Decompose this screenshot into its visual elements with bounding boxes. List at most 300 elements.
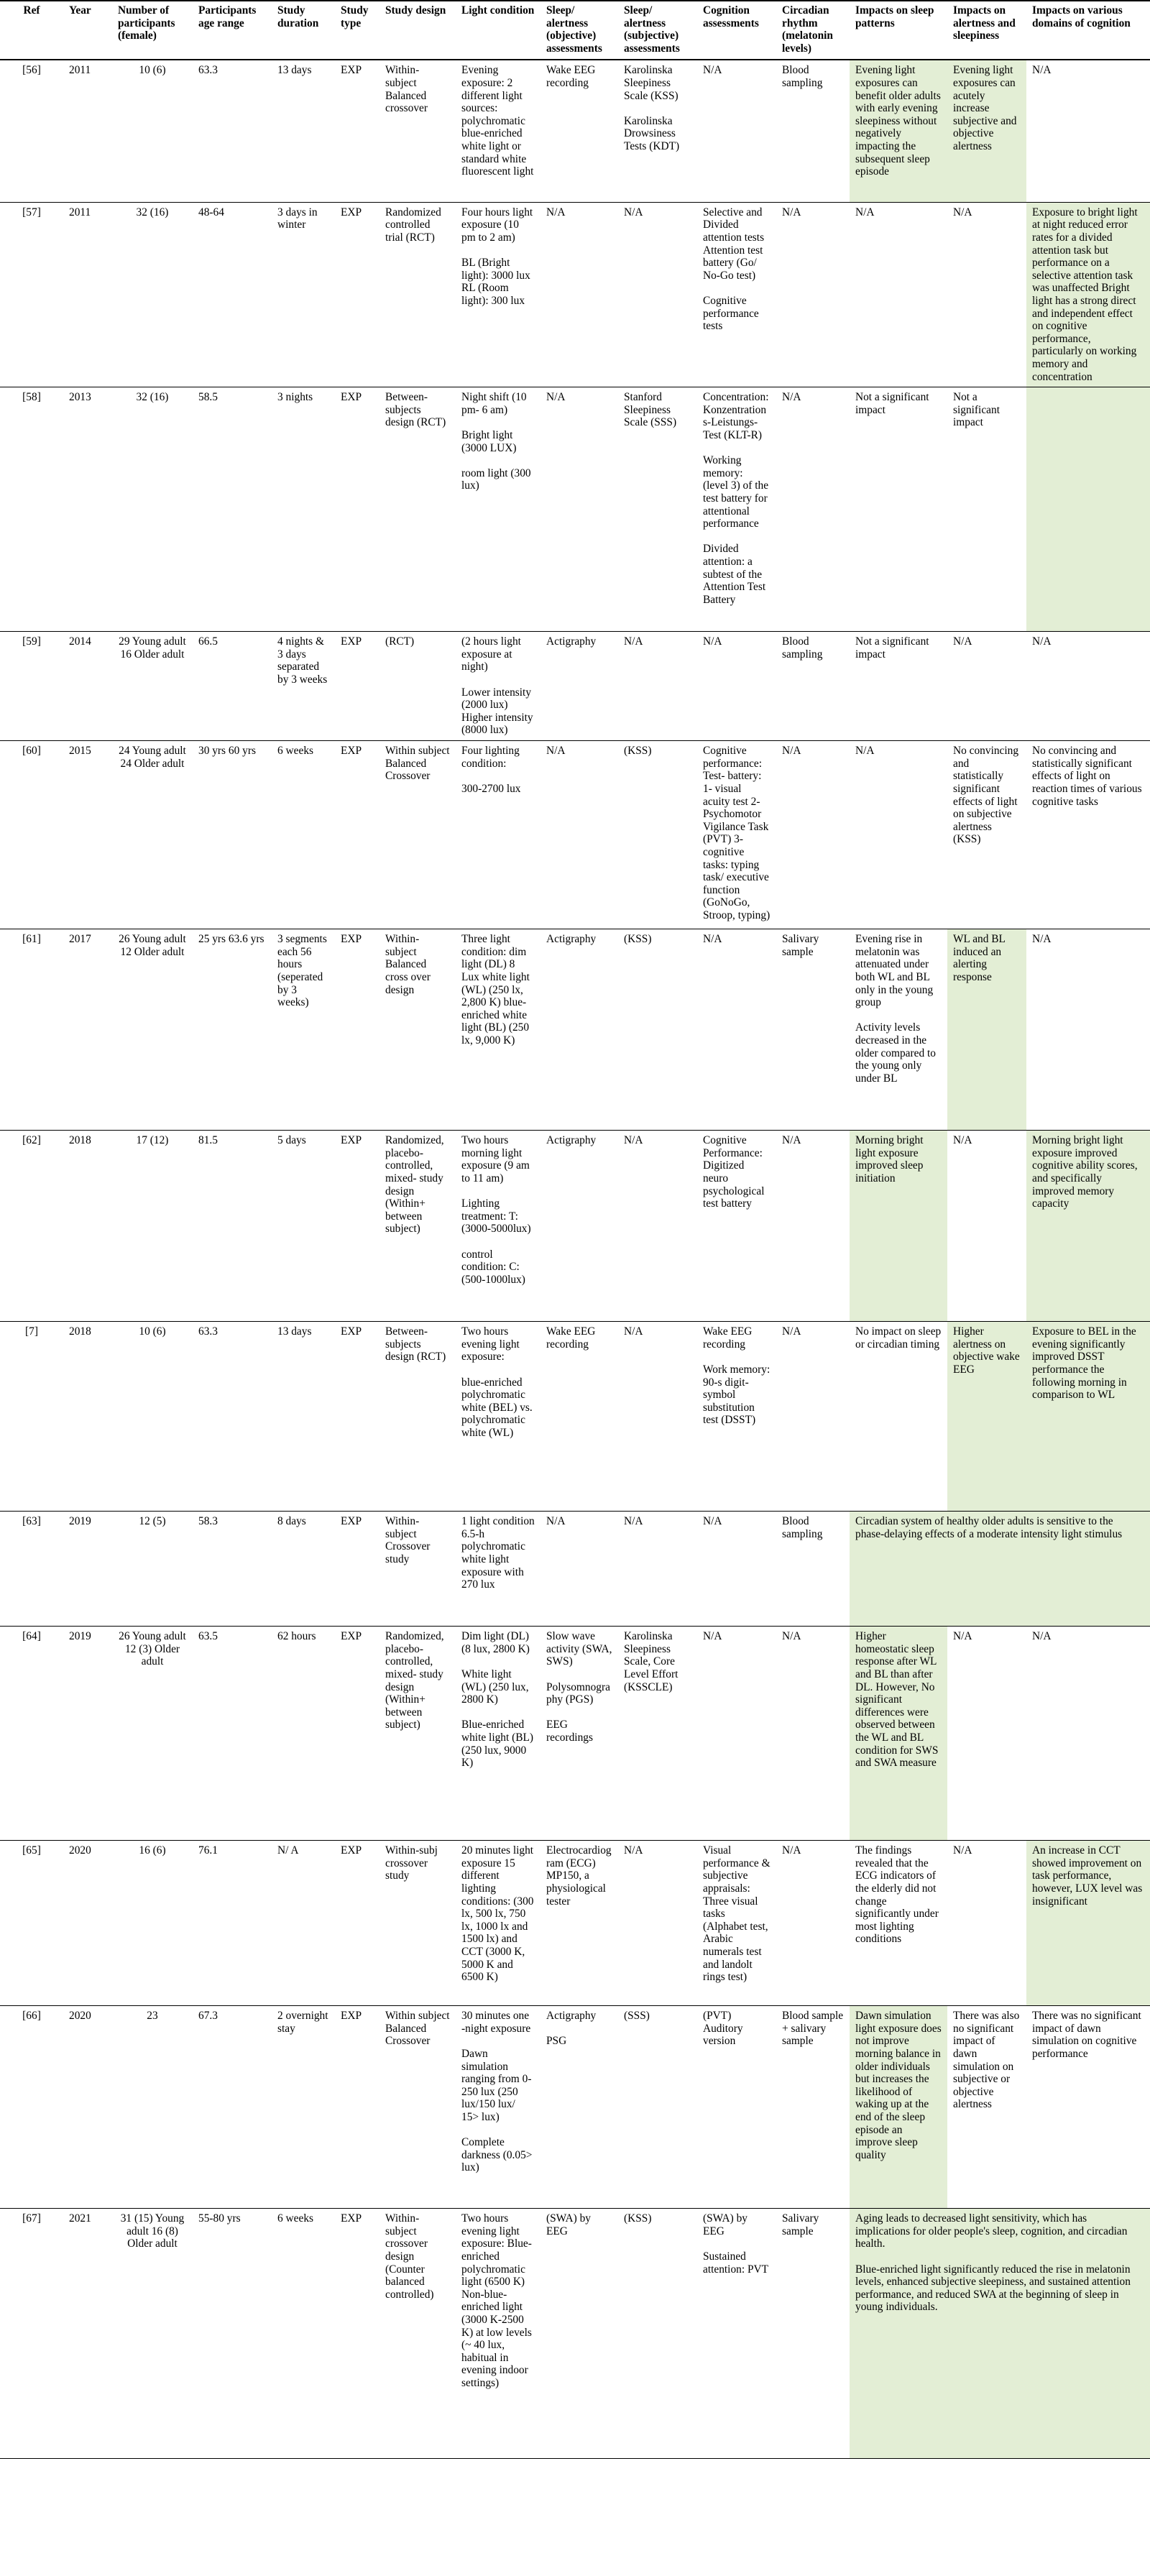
design-cell: Randomized, placebo-controlled, mixed- study design (Within+ between subject) (385, 1134, 444, 1236)
subj-cell-para: N/A (624, 206, 643, 218)
table-row (0, 60, 1150, 202)
subj-cell (618, 2006, 697, 2209)
cog-cell-para: Cognitive performance tests (703, 295, 762, 333)
light-cell-para: (2 hours light exposure at night) (461, 635, 524, 673)
alert-impact-cell (947, 1131, 1026, 1322)
alert-impact-cell (947, 202, 1026, 387)
subj-cell (618, 741, 697, 929)
year-cell: 2020 (69, 1844, 91, 1857)
obj-cell-para: N/A (546, 391, 566, 404)
alert-impact-cell-para: N/A (953, 206, 972, 218)
design-cell: Within-subject crossover design (Counter balanced controlled) (385, 2212, 434, 2301)
sleep-impact-cell (850, 202, 947, 387)
cog-cell-para: N/A (703, 933, 722, 946)
cog-cell (697, 632, 776, 741)
duration-cell: 3 days in winter (277, 206, 318, 231)
alert-impact-cell (947, 2006, 1026, 2209)
subj-cell (618, 1322, 697, 1512)
obj-cell (540, 741, 618, 929)
header-row (0, 1, 1150, 60)
year-cell: 2019 (69, 1630, 91, 1643)
circ-cell: Salivary sample (782, 2212, 819, 2237)
cog-impact-cell (1026, 60, 1150, 202)
age-cell: 25 yrs 63.6 yrs (198, 933, 264, 946)
age-cell: 30 yrs 60 yrs (198, 745, 256, 758)
sleep-impact-cell (850, 1322, 947, 1512)
cog-cell (697, 741, 776, 929)
cog-cell (697, 2209, 776, 2459)
participants-cell: 12 (5) (139, 1515, 166, 1528)
subj-cell (618, 60, 697, 202)
subj-cell-para: (KSS) (624, 2212, 652, 2225)
obj-cell-para: Slow wave activity (SWA, SWS) (546, 1630, 615, 1668)
subj-cell-para: (KSS) (624, 745, 652, 758)
col-alert-header: Impacts on alertness and sleepiness (947, 1, 1026, 60)
duration-cell: 2 overnight stay (277, 2010, 328, 2035)
participants-cell: 29 Young adult 16 Older adult (119, 635, 186, 661)
table-row (0, 1627, 1150, 1841)
design-cell: Within subject Balanced Crossover (385, 2010, 450, 2048)
subj-cell-para: N/A (624, 635, 643, 648)
age-cell: 63.5 (198, 1630, 218, 1643)
cog-impact-cell-para: N/A (1032, 933, 1052, 946)
alert-impact-cell-para: N/A (953, 1134, 972, 1147)
alert-impact-cell-para: There was also no significant impact of dawn simulation on subjective or objective alertness (953, 2010, 1023, 2111)
cog-impact-cell-para: Exposure to BEL in the evening significantly improved DSST performance the following morning in comparison to WL (1032, 1325, 1139, 1402)
cog-cell (697, 387, 776, 632)
circ-cell: N/A (782, 1844, 801, 1857)
subj-cell-para: N/A (624, 1515, 643, 1528)
cog-impact-cell (1026, 929, 1150, 1131)
obj-cell-para: Electrocardiogram (ECG) MP150, a physiological tester (546, 1844, 612, 1908)
participants-cell: 32 (16) (136, 391, 169, 404)
ref-cell: [60] (22, 745, 41, 758)
ref-cell: [64] (22, 1630, 41, 1643)
obj-cell-para: PSG (546, 2035, 567, 2048)
type-cell: EXP (341, 1515, 362, 1528)
participants-cell: 26 Young adult 12 Older adult (119, 933, 186, 958)
age-cell: 48-64 (198, 206, 224, 218)
age-cell: 58.5 (198, 391, 218, 404)
light-cell (456, 632, 540, 741)
ref-cell: [58] (22, 391, 41, 404)
type-cell: EXP (341, 745, 362, 758)
cog-cell-para: Sustained attention: PVT (703, 2250, 769, 2276)
duration-cell: 6 weeks (277, 745, 314, 758)
cog-cell-para: (PVT) Auditory version (703, 2010, 746, 2048)
obj-cell (540, 1841, 618, 2006)
ref-cell: [57] (22, 206, 41, 218)
obj-cell-para: Actigraphy (546, 2010, 597, 2023)
sleep-impact-cell-para: Activity levels decreased in the older compared to the young only under BL (855, 1021, 939, 1085)
type-cell: EXP (341, 1134, 362, 1147)
light-cell-para: Four hours light exposure (10 pm to 2 am) (461, 206, 536, 244)
obj-cell-para: (SWA) by EEG (546, 2212, 594, 2237)
duration-cell: 13 days (277, 1325, 312, 1338)
participants-cell: 24 Young adult 24 Older adult (119, 745, 186, 770)
cog-impact-cell (1026, 741, 1150, 929)
alert-impact-cell (947, 1841, 1026, 2006)
light-cell (456, 2006, 540, 2209)
sleep-impact-cell (850, 60, 947, 202)
duration-cell: 3 segments each 56 hours (seperated by 3 weeks) (277, 933, 327, 1009)
cog-impact-cell-para: Exposure to bright light at night reduced error rates for a divided attention task but performance on a selective attention task was unaffected Bright light has a strong direct and independent effect on cognitive performance, particularly on working memory and concentration (1032, 206, 1141, 383)
table-row (0, 387, 1150, 632)
light-cell (456, 1131, 540, 1322)
age-cell: 63.3 (198, 64, 218, 77)
col-subj-header: Sleep/ alertness (subjective) assessments (618, 1, 697, 60)
design-cell: (RCT) (385, 635, 415, 648)
light-cell (456, 1322, 540, 1512)
col-cog-header: Cognition assessments (697, 1, 776, 60)
age-cell: 81.5 (198, 1134, 218, 1147)
design-cell: Within-subject Crossover study (385, 1515, 431, 1565)
subj-cell-para: (SSS) (624, 2010, 650, 2023)
subj-cell (618, 387, 697, 632)
alert-impact-cell (947, 60, 1026, 202)
obj-cell-para: N/A (546, 206, 566, 218)
subj-cell (618, 1131, 697, 1322)
table-row (0, 929, 1150, 1131)
cog-cell-para: Selective and Divided attention tests Attention test battery (Go/ No-Go test) (703, 206, 767, 282)
alert-impact-cell-para: No convincing and statistically significant effects of light on subjective alertness (KSS) (953, 745, 1021, 846)
sleep-impact-cell (850, 1131, 947, 1322)
alert-impact-cell (947, 1322, 1026, 1512)
light-cell-para: room light (300 lux) (461, 466, 534, 492)
cog-impact-cell-para: Morning bright light exposure improved cognitive ability scores, and specifically improved memory capacity (1032, 1134, 1141, 1210)
type-cell: EXP (341, 391, 362, 404)
participants-cell: 10 (6) (139, 1325, 166, 1338)
type-cell: EXP (341, 1325, 362, 1338)
type-cell: EXP (341, 1844, 362, 1857)
table-row (0, 632, 1150, 741)
sleep-impact-cell-para: Evening rise in melatonin was attenuated under both WL and BL only in the young group (855, 933, 937, 1009)
cog-cell (697, 1512, 776, 1627)
light-cell-para: Night shift (10 pm- 6 am) (461, 391, 530, 416)
light-cell-para: Lighting treatment: T: (3000-5000lux) (461, 1197, 531, 1236)
age-cell: 67.3 (198, 2010, 218, 2023)
type-cell: EXP (341, 1630, 362, 1643)
light-cell-para: Two hours evening light exposure: (461, 1325, 523, 1363)
sleep-impact-cell-para: No impact on sleep or circadian timing (855, 1325, 944, 1351)
year-cell: 2015 (69, 745, 91, 758)
cog-cell-para: Cognitive performance: Test- battery: 1- visual acuity test 2- Psychomotor Vigilance Task (PVT) 3- cognitive tasks: typing task/ executive function (GoNoGo, Stroop, typing) (703, 745, 772, 921)
subj-cell (618, 1841, 697, 2006)
light-cell-para: White light (WL) (250 lux, 2800 K) (461, 1668, 532, 1706)
type-cell: EXP (341, 206, 362, 218)
obj-cell-para: Wake EEG recording (546, 64, 599, 89)
ref-cell: [62] (22, 1134, 41, 1147)
combined-impact-cell-para: Aging leads to decreased light sensitivity, which has implications for older people's sleep, cognition, and circadian health. (855, 2212, 1131, 2250)
subj-cell-para: Karolinska Sleepiness Scale (KSS) (624, 64, 678, 102)
light-cell-para: Blue-enriched white light (BL) (250 lux, 9000 K) (461, 1719, 536, 1770)
obj-cell-para: N/A (546, 745, 566, 758)
type-cell: EXP (341, 635, 362, 648)
table-row (0, 202, 1150, 387)
sleep-impact-cell-para: The findings revealed that the ECG indicators of the elderly did not change significantly under most lighting conditions (855, 1844, 942, 1946)
light-cell (456, 1512, 540, 1627)
cog-impact-cell-para: N/A (1032, 1630, 1052, 1643)
light-cell-para: Dawn simulation ranging from 0-250 lux (250 lux/150 lux/ 15> lux) (461, 2047, 532, 2123)
cog-impact-cell (1026, 1131, 1150, 1322)
cog-impact-cell-para: N/A (1032, 64, 1052, 77)
obj-cell (540, 1512, 618, 1627)
alert-impact-cell (947, 632, 1026, 741)
circ-cell: Blood sampling (782, 635, 823, 661)
circ-cell: N/A (782, 1325, 801, 1338)
alert-impact-cell-para: N/A (953, 1630, 972, 1643)
circ-cell: N/A (782, 206, 801, 218)
sleep-impact-cell (850, 387, 947, 632)
sleep-impact-cell-para: Evening light exposures can benefit older adults with early evening sleepiness without negatively impacting the subsequent sleep episode (855, 64, 944, 178)
obj-cell-para: EEG recordings (546, 1719, 593, 1744)
duration-cell: 5 days (277, 1134, 306, 1147)
cog-cell-para: Working memory: (level 3) of the test battery for attentional performance (703, 454, 771, 530)
ref-cell: [66] (22, 2010, 41, 2023)
cog-cell-para: Visual performance & subjective appraisals: Three visual tasks (Alphabet test, Arabic numerals test and landolt rings test) (703, 1844, 773, 1984)
subj-cell-para: Stanford Sleepiness Scale (SSS) (624, 391, 677, 429)
light-cell (456, 2209, 540, 2459)
design-cell: Randomized, placebo-controlled, mixed- study design (Within+ between subject) (385, 1630, 444, 1731)
light-cell (456, 387, 540, 632)
type-cell: EXP (341, 933, 362, 946)
year-cell: 2014 (69, 635, 91, 648)
design-cell: Randomized controlled trial (RCT) (385, 206, 441, 244)
obj-cell-para: Polysomnography (PGS) (546, 1680, 610, 1706)
subj-cell (618, 929, 697, 1131)
combined-impact-cell (850, 2209, 1150, 2459)
duration-cell: N/ A (277, 1844, 299, 1857)
table-row (0, 2006, 1150, 2209)
age-cell: 55-80 yrs (198, 2212, 241, 2225)
col-type-header: Study type (335, 1, 380, 60)
obj-cell (540, 202, 618, 387)
year-cell: 2021 (69, 2212, 91, 2225)
col-age-header: Participants age range (193, 1, 272, 60)
alert-impact-cell (947, 387, 1026, 632)
col-circ-header: Circadian rhythm (melatonin levels) (776, 1, 850, 60)
type-cell: EXP (341, 2010, 362, 2023)
ref-cell: [7] (25, 1325, 38, 1338)
light-cell-para: Dim light (DL) (8 lux, 2800 K) (461, 1630, 532, 1655)
sleep-impact-cell-para: N/A (855, 745, 875, 758)
table-row (0, 1322, 1150, 1512)
obj-cell (540, 929, 618, 1131)
circ-cell: Blood sampling (782, 1515, 823, 1540)
subj-cell (618, 632, 697, 741)
participants-cell: 31 (15) Young adult 16 (8) Older adult (120, 2212, 185, 2250)
alert-impact-cell-para: Not a significant impact (953, 391, 1003, 429)
alert-impact-cell (947, 1627, 1026, 1841)
cog-impact-cell-para: There was no significant impact of dawn simulation on cognitive performance (1032, 2010, 1144, 2060)
design-cell: Within-subject Balanced cross over design (385, 933, 431, 996)
cog-cell-para: N/A (703, 1515, 722, 1528)
duration-cell: 6 weeks (277, 2212, 314, 2225)
light-cell-para: Evening exposure: 2 different light sources: polychromatic blue-enriched white light or standard white fluorescent light (461, 64, 534, 178)
col-participants-header: Number of participants (female) (112, 1, 193, 60)
col-ref-header: Ref (0, 1, 63, 60)
cog-impact-cell (1026, 387, 1150, 632)
participants-cell: 10 (6) (139, 64, 166, 77)
light-cell-para: blue-enriched polychromatic white (BEL) vs. polychromatic white (WL) (461, 1376, 535, 1439)
cog-cell-para: Work memory: 90-s digit-symbol substitution test (DSST) (703, 1363, 773, 1427)
light-cell-para: Three light condition: dim light (DL) 8 Lux white light (WL) (250 lx, 2,800 K) blue-enriched white light (BL) (250 lx, 9,000 K) (461, 933, 533, 1046)
light-cell (456, 60, 540, 202)
table-row (0, 2209, 1150, 2459)
circ-cell: N/A (782, 1134, 801, 1147)
participants-cell: 16 (6) (139, 1844, 166, 1857)
light-cell-para: Bright light (3000 LUX) (461, 428, 517, 454)
light-cell-para: 30 minutes one -night exposure (461, 2010, 532, 2035)
cog-cell-para: N/A (703, 635, 722, 648)
ref-cell: [61] (22, 933, 41, 946)
subj-cell-para: N/A (624, 1325, 643, 1338)
obj-cell (540, 632, 618, 741)
circ-cell: N/A (782, 745, 801, 758)
cog-cell (697, 1841, 776, 2006)
duration-cell: 62 hours (277, 1630, 316, 1643)
alert-impact-cell-para: WL and BL induced an alerting response (953, 933, 1008, 983)
duration-cell: 13 days (277, 64, 312, 77)
year-cell: 2018 (69, 1134, 91, 1147)
light-cell-para: Four lighting condition: (461, 745, 523, 770)
age-cell: 63.3 (198, 1325, 218, 1338)
circ-cell: N/A (782, 1630, 801, 1643)
table-row (0, 1512, 1150, 1627)
col-duration-header: Study duration (272, 1, 335, 60)
obj-cell-para: N/A (546, 1515, 566, 1528)
obj-cell (540, 387, 618, 632)
alert-impact-cell-para: Higher alertness on objective wake EEG (953, 1325, 1023, 1376)
year-cell: 2017 (69, 933, 91, 946)
cog-impact-cell-para: An increase in CCT showed improvement on task performance, however, LUX level was insignificant (1032, 1844, 1146, 1908)
sleep-impact-cell-para: N/A (855, 206, 875, 218)
duration-cell: 3 nights (277, 391, 313, 404)
col-year-header: Year (63, 1, 112, 60)
sleep-impact-cell (850, 741, 947, 929)
obj-cell (540, 2209, 618, 2459)
obj-cell (540, 60, 618, 202)
ref-cell: [63] (22, 1515, 41, 1528)
subj-cell-para: Karolinska Sleepiness Scale, Core Level Effort (KSSCLE) (624, 1630, 681, 1693)
subj-cell-para: (KSS) (624, 933, 652, 946)
col-cogimp-header: Impacts on various domains of cognition (1026, 1, 1150, 60)
table-body (0, 60, 1150, 2458)
obj-cell (540, 2006, 618, 2209)
duration-cell: 8 days (277, 1515, 306, 1528)
year-cell: 2020 (69, 2010, 91, 2023)
cog-cell-para: Concentration: Konzentrations-Leistungs-Test (KLT-R) (703, 391, 772, 441)
cog-impact-cell (1026, 1841, 1150, 2006)
age-cell: 58.3 (198, 1515, 218, 1528)
sleep-impact-cell (850, 2006, 947, 2209)
sleep-impact-cell-para: Not a significant impact (855, 391, 932, 416)
col-design-header: Study design (380, 1, 456, 60)
circ-cell: Salivary sample (782, 933, 819, 958)
design-cell: Between-subjects design (RCT) (385, 391, 446, 429)
cog-cell (697, 1627, 776, 1841)
participants-cell: 17 (12) (136, 1134, 169, 1147)
subj-cell (618, 1627, 697, 1841)
subj-cell (618, 2209, 697, 2459)
ref-cell: [67] (22, 2212, 41, 2225)
cog-cell-para: Divided attention: a subtest of the Attention Test Battery (703, 543, 768, 606)
year-cell: 2019 (69, 1515, 91, 1528)
cog-cell-para: Cognitive Performance: Digitized neuro psychological test battery (703, 1134, 768, 1210)
subj-cell-para: Karolinska Drowsiness Tests (KDT) (624, 114, 680, 152)
sleep-impact-cell-para: Morning bright light exposure improved sleep initiation (855, 1134, 926, 1184)
alert-impact-cell (947, 929, 1026, 1131)
obj-cell-para: Actigraphy (546, 635, 597, 648)
sleep-impact-cell (850, 1627, 947, 1841)
circ-cell: N/A (782, 391, 801, 404)
subj-cell (618, 202, 697, 387)
duration-cell: 4 nights & 3 days separated by 3 weeks (277, 635, 328, 686)
cog-cell (697, 929, 776, 1131)
ref-cell: [56] (22, 64, 41, 77)
light-cell-para: 300-2700 lux (461, 782, 521, 795)
obj-cell-para: Actigraphy (546, 933, 597, 946)
light-cell (456, 202, 540, 387)
alert-impact-cell (947, 741, 1026, 929)
age-cell: 66.5 (198, 635, 218, 648)
ref-cell: [59] (22, 635, 41, 648)
cog-cell-para: Wake EEG recording (703, 1325, 755, 1351)
light-cell-para: 1 light condition 6.5-h polychromatic white light exposure with 270 lux (461, 1515, 538, 1591)
subj-cell-para: N/A (624, 1134, 643, 1147)
sleep-impact-cell-para: Dawn simulation light exposure does not improve morning balance in older individuals but increases the likelihood of waking up at the end of the sleep episode an improve sleep quality (855, 2010, 944, 2161)
cog-cell (697, 202, 776, 387)
col-sleep-header: Impacts on sleep patterns (850, 1, 947, 60)
cog-cell-para: N/A (703, 64, 722, 77)
type-cell: EXP (341, 64, 362, 77)
combined-impact-cell (850, 1512, 1150, 1627)
obj-cell-para: Wake EEG recording (546, 1325, 599, 1351)
sleep-impact-cell (850, 632, 947, 741)
age-cell: 76.1 (198, 1844, 218, 1857)
design-cell: Within-subject Balanced crossover (385, 64, 428, 115)
light-cell (456, 1627, 540, 1841)
cog-impact-cell-para: No convincing and statistically significant effects of light on reaction times of various cognitive tasks (1032, 745, 1145, 808)
col-light-header: Light condition (456, 1, 540, 60)
design-cell: Within subject Balanced Crossover (385, 745, 450, 783)
col-obj-header: Sleep/ alertness (objective) assessments (540, 1, 618, 60)
sleep-impact-cell-para: Not a significant impact (855, 635, 932, 661)
table-row (0, 1841, 1150, 2006)
type-cell: EXP (341, 2212, 362, 2225)
obj-cell (540, 1627, 618, 1841)
light-cell-para: control condition: C: (500-1000lux) (461, 1248, 525, 1286)
sleep-impact-cell (850, 929, 947, 1131)
circ-cell: Blood sampling (782, 64, 823, 89)
table-row (0, 1131, 1150, 1322)
table-row (0, 741, 1150, 929)
design-cell: Within-subj crossover study (385, 1844, 438, 1882)
year-cell: 2011 (69, 206, 91, 218)
alert-impact-cell-para: N/A (953, 635, 972, 648)
subj-cell (618, 1512, 697, 1627)
cog-impact-cell (1026, 1627, 1150, 1841)
light-cell (456, 1841, 540, 2006)
cog-cell (697, 60, 776, 202)
cog-cell-para: N/A (703, 1630, 722, 1643)
combined-impact-cell-para: Blue-enriched light significantly reduced the rise in melatonin levels, enhanced subjective sleepiness, and sustained attention performance, and reduced SWA at the beginning of sleep in young individuals. (855, 2263, 1133, 2314)
subj-cell-para: N/A (624, 1844, 643, 1857)
cog-cell-para: (SWA) by EEG (703, 2212, 750, 2237)
cog-cell (697, 1322, 776, 1512)
light-cell (456, 741, 540, 929)
year-cell: 2013 (69, 391, 91, 404)
